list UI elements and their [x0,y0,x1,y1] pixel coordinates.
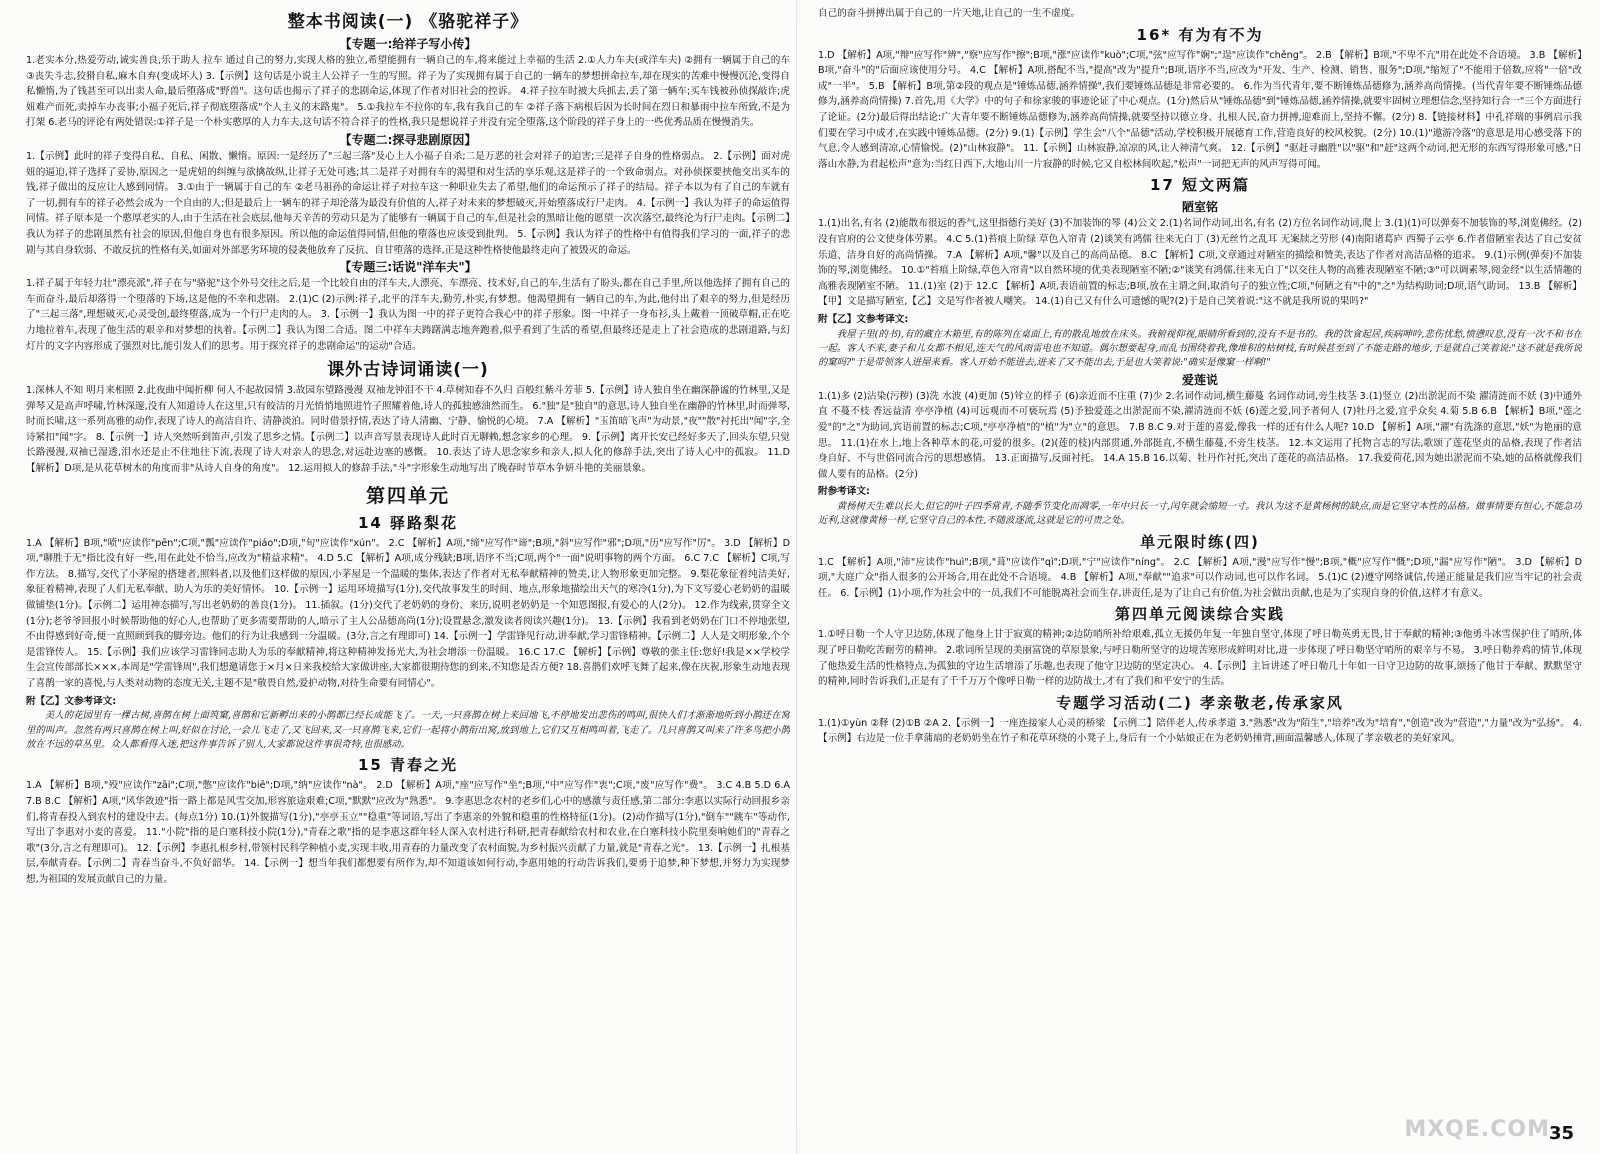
lesson14-title: 14 驿路梨花 [357,513,459,532]
lesson16-title: 16* 有为有不为 [1136,25,1264,44]
lesson14-answers: 1.A 【解析】B项,"喷"应读作"pēn";C项,"瓢"应读作"piáo";D项,"旬"应读作"xún"。 2.C 【解析】A项,"缔"应写作"谛";B项,"斜"应写作"邪";D项,"历"应写作"厉"。 3.D 【解析】D项,"聊胜于无"指比没有好一些,用在此处不恰当,应改为"精益求精"。 4.D 5.C 【解析】A项,成分残缺;B项,语序不当;C项,两个"一面"说明事物的两个方面。 6.C 7.C 【解析】C项,写作方法。 8.描写,交代了小茅屋的搭建者,照料者,以及他们这样做的原因,小茅屋是一个温暖的集体,表达了作者对无私奉献精神的赞美,让人物形象更加完整。 9.梨花象征着纯洁美好,象征着精神,表现了人们无私奉献、助人为乐的美好情怀。 10.【示例一】运用环境描写(1分),交代故事发生的时间、地点,形象地描绘出天气的寒冷(1分),为下文写爱心老奶奶的温暖做铺垫(1分)。【示例二】运用神态描写,写出老奶奶的善良(1分)。 11.插叙。(1分)交代了老奶奶的身份、来历,说明老奶奶是一个知恩图报,有爱心的人(2分)。 12.作为线索,贯穿全文(1分);老爷爷回报小时候帮助他的好心人,也帮助了更多需要帮助的人,暗示了主人公品德高尚(1分);设置悬念,激发读者阅读兴趣(1分)。 13.【示例】我看到老奶奶在门口不停地张望,不由得感到好奇,便一直照顾到我的脚旁边。他们的行为让我感到一分温暖。(3分,言之有理即可) 14.【示例一】学雷锋见行动,讲奉献,学习雷锋精神。【示例二】人人是文明形象,个个是雷锋传人。 15.【示例】我们应该学习雷锋同志助人为乐的奉献精神,将这种精神发扬光大,为社会增添一份温暖。 16.C 17.C 【解析】【示例】尊敬的张主任:您好!我是××学校学生会宣传部部长×××,本周是"学雷锋周",我们想邀请您于×月×日来我校给大家做讲座,大家都很期待您的到来,不知您是否方便? 18.喜鹊们欢呼飞舞了起来,像在庆祝,形象生动地表现了喜鹊一家的喜悦,与人类对动物的态度无关,主题不是"敬畏自然,爱护动物,对待生命要有同情心"。 [26,537,790,689]
lesson14-translation-title: 附【乙】文参考译文: [26,695,117,707]
page-gutter [796,0,797,1154]
lesson15-answers: 1.A 【解析】B项,"殁"应读作"zāi";C项,"憋"应读作"biē";D项,"纳"应读作"nà"。 2.D 【解析】A项,"座"应写作"坐";B项,"中"应写作"衷";C项,"废"应写作"费"。 3.C 4.B 5.D 6.A 7.B 8.C 【解析】A项,"风华敛迹"指一路上都是风雪交加,形容旅途艰难;C项,"默默"应改为"熟悉"。 9.李惠思念农村的老乡们,心中的感激与责任感,第二部分:李惠以实际行动回报乡亲们,将青春投入到农村的建设中去。(每点1分) 10.(1)外貌描写(1分),"亭亭玉立""稳重"等词语,写出了李惠亲的外貌和稳重的性格特征(1分)。(2)动作描写(1分),"倒车""跳车"等动作,写出了李惠对小麦的喜爱。 11."小院"指的是白塞科技小院(1分),"青春之歌"指的是李惠这群年轻人深入农村进行科研,把青春献给农村和农业,在白塞科技小院里奏响她们的"青春之歌"(3分,言之有理即可)。 12.【示例】李惠扎根乡村,带领村民科学种植小麦,实现丰收,用青春的力量改变了农村面貌,为乡村振兴贡献了力量,就是"青春之光"。 13.【示例一】扎根基层,奉献青春。【示例二】青春当奋斗,不负好韶华。 14.【示例一】想当年我们都想要有所作为,却不知道该如何行动,李惠用她的行动告诉我们,要勇于追梦,种下梦想,并努力为实现梦想,为祖国的发展贡献自己的力量。 [26,780,790,885]
ancient-poetry-answers: 1.深林人不知 明月来相照 2.此夜曲中闻折柳 何人不起故园情 3.故园东望路漫漫 双袖龙钟泪不干 4.草树知春不久归 百般红紫斗芳菲 5.【示例】诗人独自坐在幽深静谧的竹林里,又是弹琴又是高声呼啸,竹林深邃,没有人知道诗人在这里,只有皎洁的月光悄悄地照进竹子照耀着他,诗人的孤独感油然而生。 6."独"是"独自"的意思,诗人独自坐在幽静的竹林里,时而弹琴,时而长啸,这一系列高雅的动作,表现了诗人的高洁自许、清静淡泊。同时借景抒情,表达了诗人清幽、宁静、愉悦的心境。 7.A 【解析】"玉笛暗飞声"为动景,"夜""散"衬托出"闻"字,全诗紧扣"闻"字。 8.【示例一】诗人突然听到笛声,引发了思乡之情。【示例二】以声音写景表现诗人此时百无聊赖,想念家乡的心理。 9.【示例】离开长安已经好多天了,回头东望,只觉长路漫漫,双袖已湿透,泪水还是止不住地往下流,表现了诗人对亲人的思念,对远赴边塞的感慨。 10.表达了诗人思念家乡和亲人,拟人化的修辞手法,突出了诗人心中的孤寂。 11.D 【解析】D项,是从花草树木的角度而非"从诗人自身的角度"。 12.运用拟人的修辞手法,"斗"字形象生动地写出了晚春时节草木争妍斗艳的美丽景象。 [26,385,790,475]
right-column [818,6,1582,1146]
lesson14-translation: 美人的花园里有一棵古树,喜鹊在树上面筑窠,喜鹊和它新孵出来的小鹊都已经长成能飞了。一天,一只喜鹊在树上来回地飞,不停地发出悲伤的鸣叫,很快人们才渐渐地听到小鹊还在窝里的叫声。忽然有两只喜鹊在树上叫,好似在讨论,一会儿飞走了,又飞回来,又一只喜鹊飞来,它们一起将小鹊衔出窝,放到地上,它们又互相鸣叫着,飞走了。几只喜鹊又叫来了许多鸟把小鹊放在不远的草丛里。众人都看得入迷,把这件事告诉了别人,大家都说这件事很奇特,也很感动。 [26,710,790,750]
lesson17-title: 17 短文两篇 [1149,176,1251,195]
ailianshuo-title: 爱莲说 [1181,372,1218,387]
ailianshuo-translation: 黄杨树天生难以长大,但它的叶子四季常青,不随季节变化而凋零,一年中只长一寸,闰年就会缩短一寸。我认为这不是黄杨树的缺点,而是它坚守本性的品格。做事情要有恒心,不能急功近利,这就像黄杨一样,它坚守自己的本性,不随波逐流,这就是它的可贵之处。 [818,500,1582,527]
topic3-title: 【专题三:话说"洋车夫"】 [339,260,477,275]
reading-practice-answers: 1.①呼日勒一个人守卫边防,体现了他身上甘于寂寞的精神;②边防哨所补给艰难,孤立无援仍年复一年独自坚守,体现了呼日勒英勇无畏,甘于奉献的精神;③他勇斗冰雪保护住了哨所,体现了呼日勒吃苦耐劳的精神。 2.歌词所呈现的美丽富饶的草原景象,与呼日勒所坚守的边境苦寒形成鲜明对比,进一步体现了呼日勒坚守哨所的艰辛与不易。 3.呼日勒养鸡的情节,体现了他热爱生活的性格特点,为孤独的守边生活增添了乐趣,也表现了他守卫边防的坚定决心。 4.【示例】主旨讲述了呼日勒几十年如一日守卫边防的故事,颂扬了他甘于奉献、默默坚守的精神,同时告诉我们,正是有了千千万万个像呼日勒一样的边防战士,才有了我们和平安宁的生活。 [818,629,1582,688]
left-column [26,6,790,1146]
page-number: 35 [1548,1123,1574,1144]
loushiming-answers: 1.(1)出名,有名 (2)能散布很远的香气,这里指德行美好 (3)不加装饰的琴 (4)公文 2.(1)名词作动词,出名,有名 (2)方位名词作动词,爬上 3.(1)(1)可以弹奏不加装饰的琴,浏览佛经。(2)没有官府的公文使身体劳累。 4.C 5.(1)苔痕上阶绿 草色入帘青 (2)谈笑有鸿儒 往来无白丁 (3)无丝竹之乱耳 无案牍之劳形 (4)南阳诸葛庐 西蜀子云亭 6.作者借陋室表达了自己安贫乐道、洁身自好的高尚情操。 7.A 【解析】A项,"馨"以及自己的高尚品德。 8.C 【解析】C项,文章通过对陋室的描绘和赞美,表达了作者对高洁品格的追求。 9.(1)示例(弹奏)不加装饰的琴,浏览佛经。 10.①"苔痕上阶绿,草色入帘青"以自然环境的优美表现陋室不陋;②"谈笑有鸿儒,往来无白丁"以交往人物的高雅表现陋室不陋;③"可以调素琴,阅金经"以生活情趣的高雅表现陋室不陋。 11.(1)室 (2)于 12.C 【解析】A项,表语前置的标志;B项,放在主谓之间,取消句子的独立性;C项,"何陋之有"中的"之"为结构助词;D项,语气助词。 13.B 【解析】【甲】文是描写陋室,【乙】文是写作者被人嘲笑。 14.(1)自己又有什么可遗憾的呢?(2)于是自己笑着说:"这不就是我所说的果吗?" [818,218,1582,308]
ailianshuo-answers: 1.(1)多 (2)沾染(污秽) (3)洗 水波 (4)更加 (5)耸立的样子 (6)亲近而不庄重 (7)少 2.名词作动词,横生藤蔓 名词作动词,旁生枝茎 3.(1)竖立 (2)出淤泥而不染 濯清涟而不妖 (3)中通外直 不蔓不枝 香远益清 亭亭净植 (4)可远观而不可亵玩焉 (5)予独爱莲之出淤泥而不染,濯清涟而不妖 (6)莲之爱,同予者何人 (7)牡丹之爱,宜乎众矣 4.菊 5.B 6.B 【解析】B项,"莲之爱"的"之"为助词,宾语前置的标志;C项,"亭亭净植"的"植"为"立"的意思。 7.B 8.C 9.对于莲的喜爱,像我一样的还有什么人呢? 10.D 【解析】A项,"濯"有洗涤的意思,"妖"为艳丽的意思。 11.(1)在水上,地上各种草木的花,可爱的很多。(2)(莲的枝)内部贯通,外部挺直,不横生藤蔓,不旁生枝茎。 12.本文运用了托物言志的写法,歌颂了莲花坚贞的品格,表现了作者洁身自好、不与世俗同流合污的思想感情。 13.正面描写,反面衬托。 14.A 15.B 16.以菊、牡丹作衬托,突出了莲花的高洁品格。 17.我爱荷花,因为她出淤泥而不染,她的品格就像我们做人要有的品格。(2分) [818,390,1582,480]
activity-answers: 1.(1)①yùn ②释 (2)①B ②A 2.【示例一】一座连接家人心灵的桥梁 【示例二】陪伴老人,传承孝道 3."熟悉"改为"陌生","培养"改为"培育","创造"改为"营造","力量"改为"弘扬"。 4.【示例】右边是一位手拿蒲扇的老奶奶坐在竹子和花草环绕的小凳子上,身后有一个小姑娘正在为老奶奶捶背,画面温馨感人,体现了孝亲敬老的美好家风。 [818,717,1582,745]
book-reading-title: 整本书阅读(一) 《骆驼祥子》 [287,12,529,32]
ailianshuo-translation-title: 附参考译文: [818,486,870,498]
topic1-title: 【专题一:给祥子写小传】 [339,37,477,51]
loushiming-title: 陋室铭 [1181,200,1218,215]
unit-test-answers: 1.C 【解析】A项,"沛"应读作"huì";B项,"葺"应读作"qì";D项,"宁"应读作"níng"。 2.C 【解析】A项,"漫"应写作"慢";B项,"概"应写作"慨";D项,"漏"应写作"陋"。 3.D 【解析】D项,"大庭广众"指人很多的公开场合,用在此处不合语境。 4.B 【解析】A项,"奉献""追求"可以作动词,也可以作名词。 5.(1)C (2)遵守网络诚信,传递正能量是我们应当牢记的社会责任。 6.【示例】(1)小项,作为社会中的一员,我们不可能脱离社会而生存,讲责任,是为了让自己有价值,为社会做出贡献,也是为了实现自身的价值,这样才有意义。 [818,556,1582,599]
reading-practice-title: 第四单元阅读综合实践 [1114,605,1285,624]
topic3-answers: 1.祥子属于年轻力壮"漂亮派",祥子在与"骆驼"这个外号交往之后,是一个比较自由的洋车夫,人漂亮、车漂亮、技术好,自己的车,生活有了盼头,都在自己手里,所以他选择了拥有自己的车而奋斗,最后却落得一个堕落的下场,这是他的不幸和悲剧。 2.(1)C (2)示例:祥子,北平的洋车夫,勤劳,朴实,有梦想。他渴望拥有一辆自己的车,为此,他付出了艰辛的努力,但是经历了"三起三落",理想破灭,心灵受创,最终堕落,成为一个行尸走肉的人。 3.【示例一】我认为图一中的祥子更符合我心中的祥子形象。图一中祥子一身布衫,头上戴着一顶破草帽,正在吃力地拉着车,表现了他生活的艰辛和对梦想的执着。【示例二】我认为图二合适。图二中祥车夫踌躇满志地奔跑着,似乎看到了生活的希望,但最终还是走上了社会造成的悲剧道路,与幻灯片的文字内容形成了强烈对比,能引发人们的思考。用于探究祥子的悲剧命运"的运动"合适。 [26,278,790,352]
topic2-answers: 1.【示例】此时的祥子变得自私、自私、闲散、懒惰。原因:一是经历了"三起三落"及心上人小福子自杀;二是万恶的社会对祥子的迫害;三是祥子自身的性格弱点。 2.【示例】面对虎妞的逼迫,祥子选择了妥协,原因之一是虎妞的纠缠与欲擒故纵,让祥子无处可逃;其二是祥子对拥有车的渴望和对生活的享乐观,这是祥子的一个致命弱点。对孙侦探要挟他交出买车的钱,祥子做出的反应让人感到同情。 3.①由于一辆属于自己的车 ②老马祖孙的命运让祥子对拉车这一种职业失去了希望,他们的命运预示了祥子的结局。祥子本以为有了自己的车就有了一切,拥有车的祥子必然会成为一个自由的人;但是最后上一辆车的祥子却沦落为最没有价值的人,祥子对未来的梦想破灭,开始堕落成行尸走肉。 4.【示例一】我认为祥子的命运值得同情。祥子原本是一个憨厚老实的人,由于生活在社会底层,他每天辛苦的劳动只是为了能够有一辆属于自己的车,但是社会的黑暗让他的愿望一次次落空,最终沦为行尸走肉。【示例二】我认为祥子的悲剧虽然有社会的原因,但他自身也有很多原因。所以他的命运值得同情,但他的堕落也应该受到批判。 5.【示例】我认为祥子的性格中有值得我们学习的一面,祥子的悲剧与其自身软弱、不敢反抗的性格有关,如面对外部恶劣环境的侵袭他放弃了反抗、自甘堕落的选择,正是这种性格使他最终走向了被毁灭的命运。 [26,150,790,256]
unit4-title: 第四单元 [365,484,450,507]
loushiming-translation: 我屋子里(的书),有的藏在木箱里,有的陈列在桌面上,有的散乱地放在床头。我俯视仰视,眼睛所看到的,没有不是书的。我的饮食起居,疾病呻吟,悲伤忧愁,愤懑叹息,没有一次不和书在一起。客人不来,妻子和儿女都不相见,连天气的风雨雷电也不知道。偶尔想要起身,而乱书围绕着我,像堆积的枯树枝,有时候甚至到了不能走路的地步,于是就自己笑着说:"这不就是我所说的窠吗?"于是带领客人进屋来看。客人开始不能进去,进来了又不能出去,于是也大笑着说:"确实是像窠一样啊!" [818,328,1582,369]
loushiming-translation-title: 附【乙】文参考译文: [818,313,909,325]
lesson16-answers: 1.D 【解析】A项,"辩"应写作"辨","察"应写作"擦";B项,"涨"应读作"kuò";C项,"弦"应写作"娴";"逞"应读作"chěng"。 2.B 【解析】B项,"不卑不亢"用在此处不合语境。 3.B 【解析】B项,"奋斗"的"后面应该使用分号。 4.C 【解析】A项,搭配不当,"提高"改为"提升";B项,语序不当,应改为"开发、生产、检测、销售、服务";D项,"缩短了"不能用于倍数,应将"一倍"改成"一半"。 5.B 【解析】B项,第②段的观点是"锤炼品德,涵养情操",我们要锤炼品德是非常必要的。 6.作为当代青年,要不断锤炼品德修为,涵养高尚情操。(当代青年要不断锤炼品德修为,涵养高尚情操) 7.首先,用《大学》中的句子和徐家骏的事迹论证了中心观点。(1分)然后从"锤炼品德"到"锤炼品德,涵养情操,就要牢固树立理想信念,坚持知行合一"三个方面进行了论证。(2分)最后得出结论:广大青年要不断锤炼品德修为,涵养高尚情操,就要坚持以德立身、扎根人民,奋力拼搏,迎难而上,坚持不懈。(2分) 8.【链接材料】中孔祥瑞的事例启示我们要在学习中成才,在实践中锤炼品德。(2分) 9.(1)【示例】学生会"八个"品德"活动,学校积极开展德育工作,营造良好的校风校貌。(2分) 10.(1)"遨游冷落"的意思是用心感受落下的气息,令人感到清凉,心情愉悦。(2)"山林寂静"。 11.【示例】山林寂静,凉凉的风,让人神清气爽。 12.【示例】"驱赶寻幽胜"以"驱"和"赶"这两个动词,把无形的东西写得形象可感,"日落山水静,为君起松声"意为:当红日西下,大地山川一片寂静的时候,它又自松林间吹起,"松声"一词把无声的风声写得可闻。 [818,49,1582,170]
unit-test-title: 单元限时练(四) [1140,532,1260,551]
watermark: MXQE.COM [1404,1117,1550,1142]
carryover-text: 自己的奋斗拼搏出属于自己的一片天地,让自己的一生不虚度。 [818,8,1081,19]
ancient-poetry-title: 课外古诗词诵读(一) [327,360,489,381]
topic2-title: 【专题二:探寻悲剧原因】 [339,132,477,147]
lesson15-title: 15 青春之光 [357,756,459,775]
topic1-answers: 1.老实本分,热爱劳动,诚实善良,乐于助人 拉车 通过自己的努力,实现人格的独立,希望能拥有一辆自己的车,将来能过上幸福的生活 2.①人力车夫(或洋车夫) ②拥有一辆属于自己的车 ③丧失斗志,狡猾自私,麻木自弃(变成坏人) 3.【示例】这句话是小说主人公祥子一生的写照。祥子为了实现拥有属于自己的一辆车的梦想拼命拉车,却在现实的苦难中慢慢沉沦,变得自私懒惰,为了钱甚至可以出卖人命,最后堕落成"野兽"。这句话也揭示了祥子的悲剧命运,体现了作者对旧社会的控诉。 4.祥子拉车时被大兵抓去,丢了第一辆车;买车钱被孙侦探敲诈;虎妞难产而死,卖掉车办丧事;小福子死后,祥子彻底堕落成"个人主义的末路鬼"。 5.①我拉车不拉你的车,我有我自己的车 ②祥子落下病根后因为长时间在烈日和暴雨中拉车所致,不是为打架 6.老马的评论有两处错误:①祥子是一个朴实憨厚的人力车夫,这句话不符合祥子的性格,我只是想说祥子并没有完全堕落,这个阶段的祥子身上的一些优秀品质在慢慢消失。 [26,55,790,129]
activity-title: 专题学习活动(二) 孝亲敬老,传承家风 [1056,693,1344,712]
